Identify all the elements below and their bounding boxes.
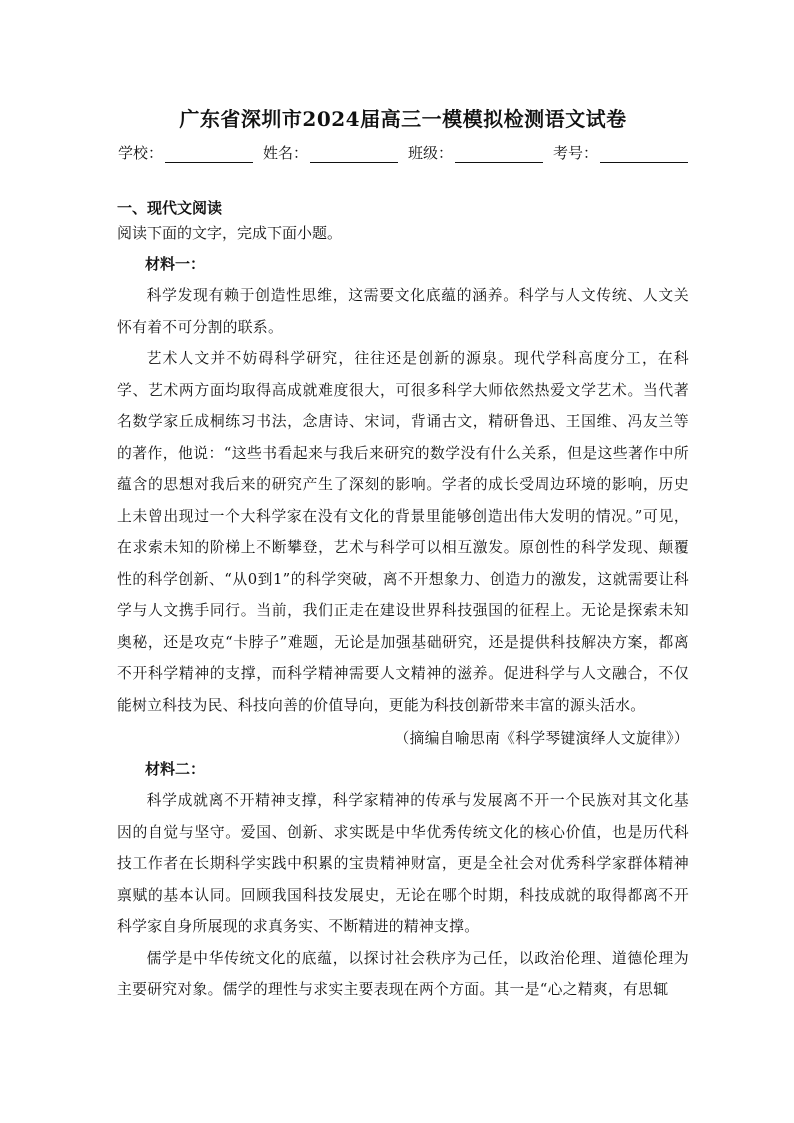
- school-label: 学校：: [117, 144, 163, 162]
- material-two-label: 材料二：: [145, 760, 206, 778]
- exam-number-blank[interactable]: [600, 148, 688, 163]
- class-label: 班级：: [408, 144, 454, 162]
- class-blank[interactable]: [455, 148, 543, 163]
- exam-title: 广东省深圳市2024届高三一模模拟检测语文试卷: [179, 107, 627, 131]
- school-field[interactable]: [118, 142, 253, 163]
- material-one-paragraph-2: 艺术人文并不妨碍科学研究，往往还是创新的源泉。现代学科高度分工，在科学、艺术两方面均取得高成就难度很大，可很多科学大师依然热爱文学艺术。当代著名数学家丘成桐练习书法，念唐诗、宋词，背诵古文，精研鲁迅、王国维、冯友兰等的著作，他说：“这些书看起来与我后来研究的数学没有什么关系，但是这些著作中所蕴含的思想对我后来的研究产生了深刻的影响。学者的成长受周边环境的影响，历史上未曾出现过一个大科学家在没有文化的背景里能够创造出伟大发明的情况。”可见，在求索未知的阶梯上不断攀登，艺术与科学可以相互激发。原创性的科学发现、颠覆性的科学创新、“从0到1”的科学突破，离不开想象力、创造力的激发，这就需要让科学与人文携手同行。当前，我们正走在建设世界科技强国的征程上。无论是探索未知奥秘，还是攻克“卡脖子”难题，无论是加强基础研究，还是提供科技解决方案，都离不开科学精神的支撑，而科学精神需要人文精神的滋养。促进科学与人文融合，不仅能树立科技为民、科技向善的价值导向，更能为科技创新带来丰富的源头活水。: [117, 350, 689, 714]
- material-one-label: 材料一：: [145, 255, 206, 273]
- material-one-source: （摘编自喻思南《科学琴键演绎人文旋律》）: [394, 730, 689, 747]
- name-blank[interactable]: [310, 148, 398, 163]
- student-info-row: [117, 142, 689, 163]
- page-content: [117, 103, 689, 1006]
- material-two-paragraph-1: 科学成就离不开精神支撑，科学家精神的传承与发展离不开一个民族对其文化基因的自觉与坚守。爱国、创新、求实既是中华优秀传统文化的核心价值，也是历代科技工作者在长期科学实践中积累的宝贵精神财富，更是全社会对优秀科学家群体精神禀赋的基本认同。回顾我国科技发展史，无论在哪个时期，科技成就的取得都离不开科学家自身所展现的求真务实、不断精进的精神支撑。: [117, 792, 689, 935]
- material-two-paragraph-2: 儒学是中华传统文化的底蕴，以探讨社会秩序为己任，以政治伦理、道德伦理为主要研究对象。儒学的理性与求实主要表现在两个方面。其一是“心之精爽，有思辄: [117, 949, 689, 998]
- name-field[interactable]: [263, 142, 398, 163]
- section-instruction: 阅读下面的文字，完成下面小题。: [117, 224, 343, 242]
- class-field[interactable]: [408, 142, 543, 163]
- material-one-paragraph-1: 科学发现有赖于创造性思维，这需要文化底蕴的涵养。科学与人文传统、人文关怀有着不可分割的联系。: [117, 287, 689, 336]
- section-title: 一、现代文阅读: [117, 199, 223, 217]
- name-label: 姓名：: [262, 144, 308, 162]
- school-blank[interactable]: [165, 148, 253, 163]
- exam-number-field[interactable]: [553, 142, 688, 163]
- exam-number-label: 考号：: [553, 144, 599, 162]
